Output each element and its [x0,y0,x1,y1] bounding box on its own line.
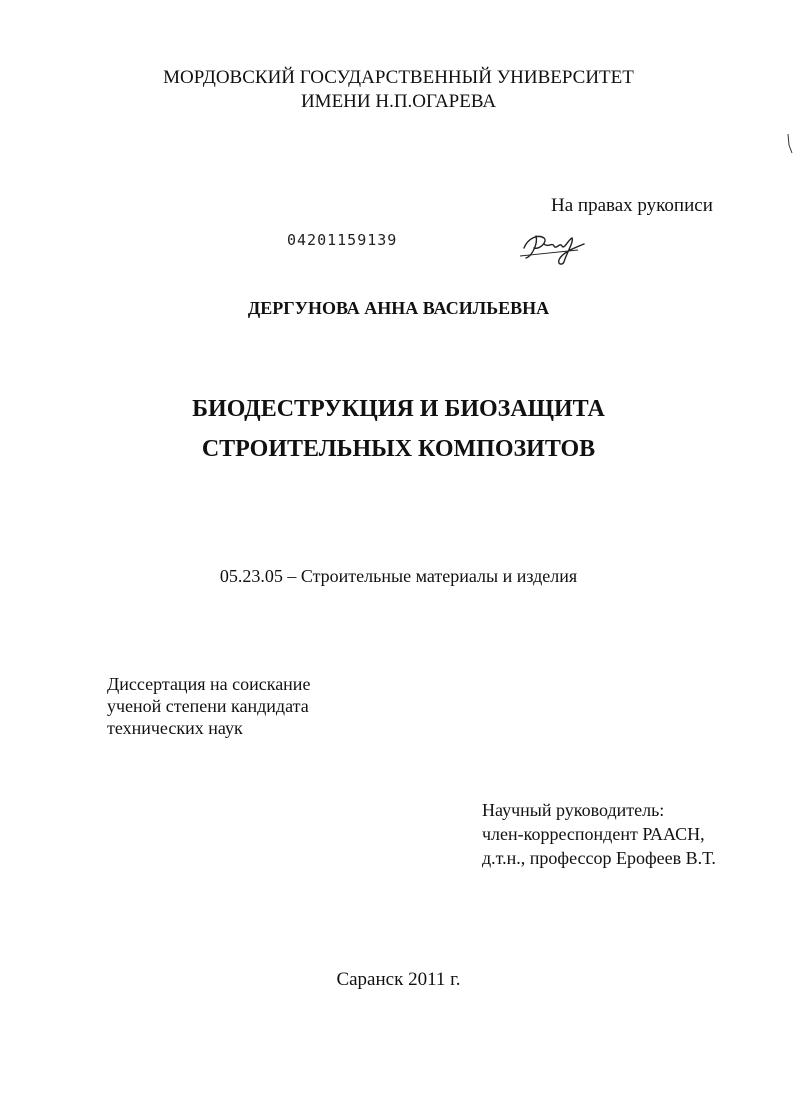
dissertation-title-line2: СТРОИТЕЛЬНЫХ КОМПОЗИТОВ [201,436,596,462]
registration-number: 04201159139 [287,231,398,249]
advisor-name: д.т.н., профессор Ерофеев В.Т. [482,848,716,868]
specialty-code: 05.23.05 – Строительные материалы и изделия [219,566,578,586]
university-name-line2: ИМЕНИ Н.П.ОГАРЕВА [300,91,497,112]
manuscript-note: На правах рукописи [551,195,713,216]
advisor-rank: член-корреспондент РААСН, [482,824,705,844]
author-name: ДЕРГУНОВА АННА ВАСИЛЬЕВНА [247,298,550,318]
university-name-line1: МОРДОВСКИЙ ГОСУДАРСТВЕННЫЙ УНИВЕРСИТЕТ [163,67,634,88]
degree-line2: ученой степени кандидата [107,696,309,716]
signature [518,226,590,273]
scan-edge-mark [786,133,794,160]
dissertation-title-line1: БИОДЕСТРУКЦИЯ И БИОЗАЩИТА [192,396,605,422]
city-year: Саранск 2011 г. [336,969,461,990]
advisor-label: Научный руководитель: [482,800,665,820]
degree-line1: Диссертация на соискание [107,674,311,694]
degree-line3: технических наук [107,718,243,738]
